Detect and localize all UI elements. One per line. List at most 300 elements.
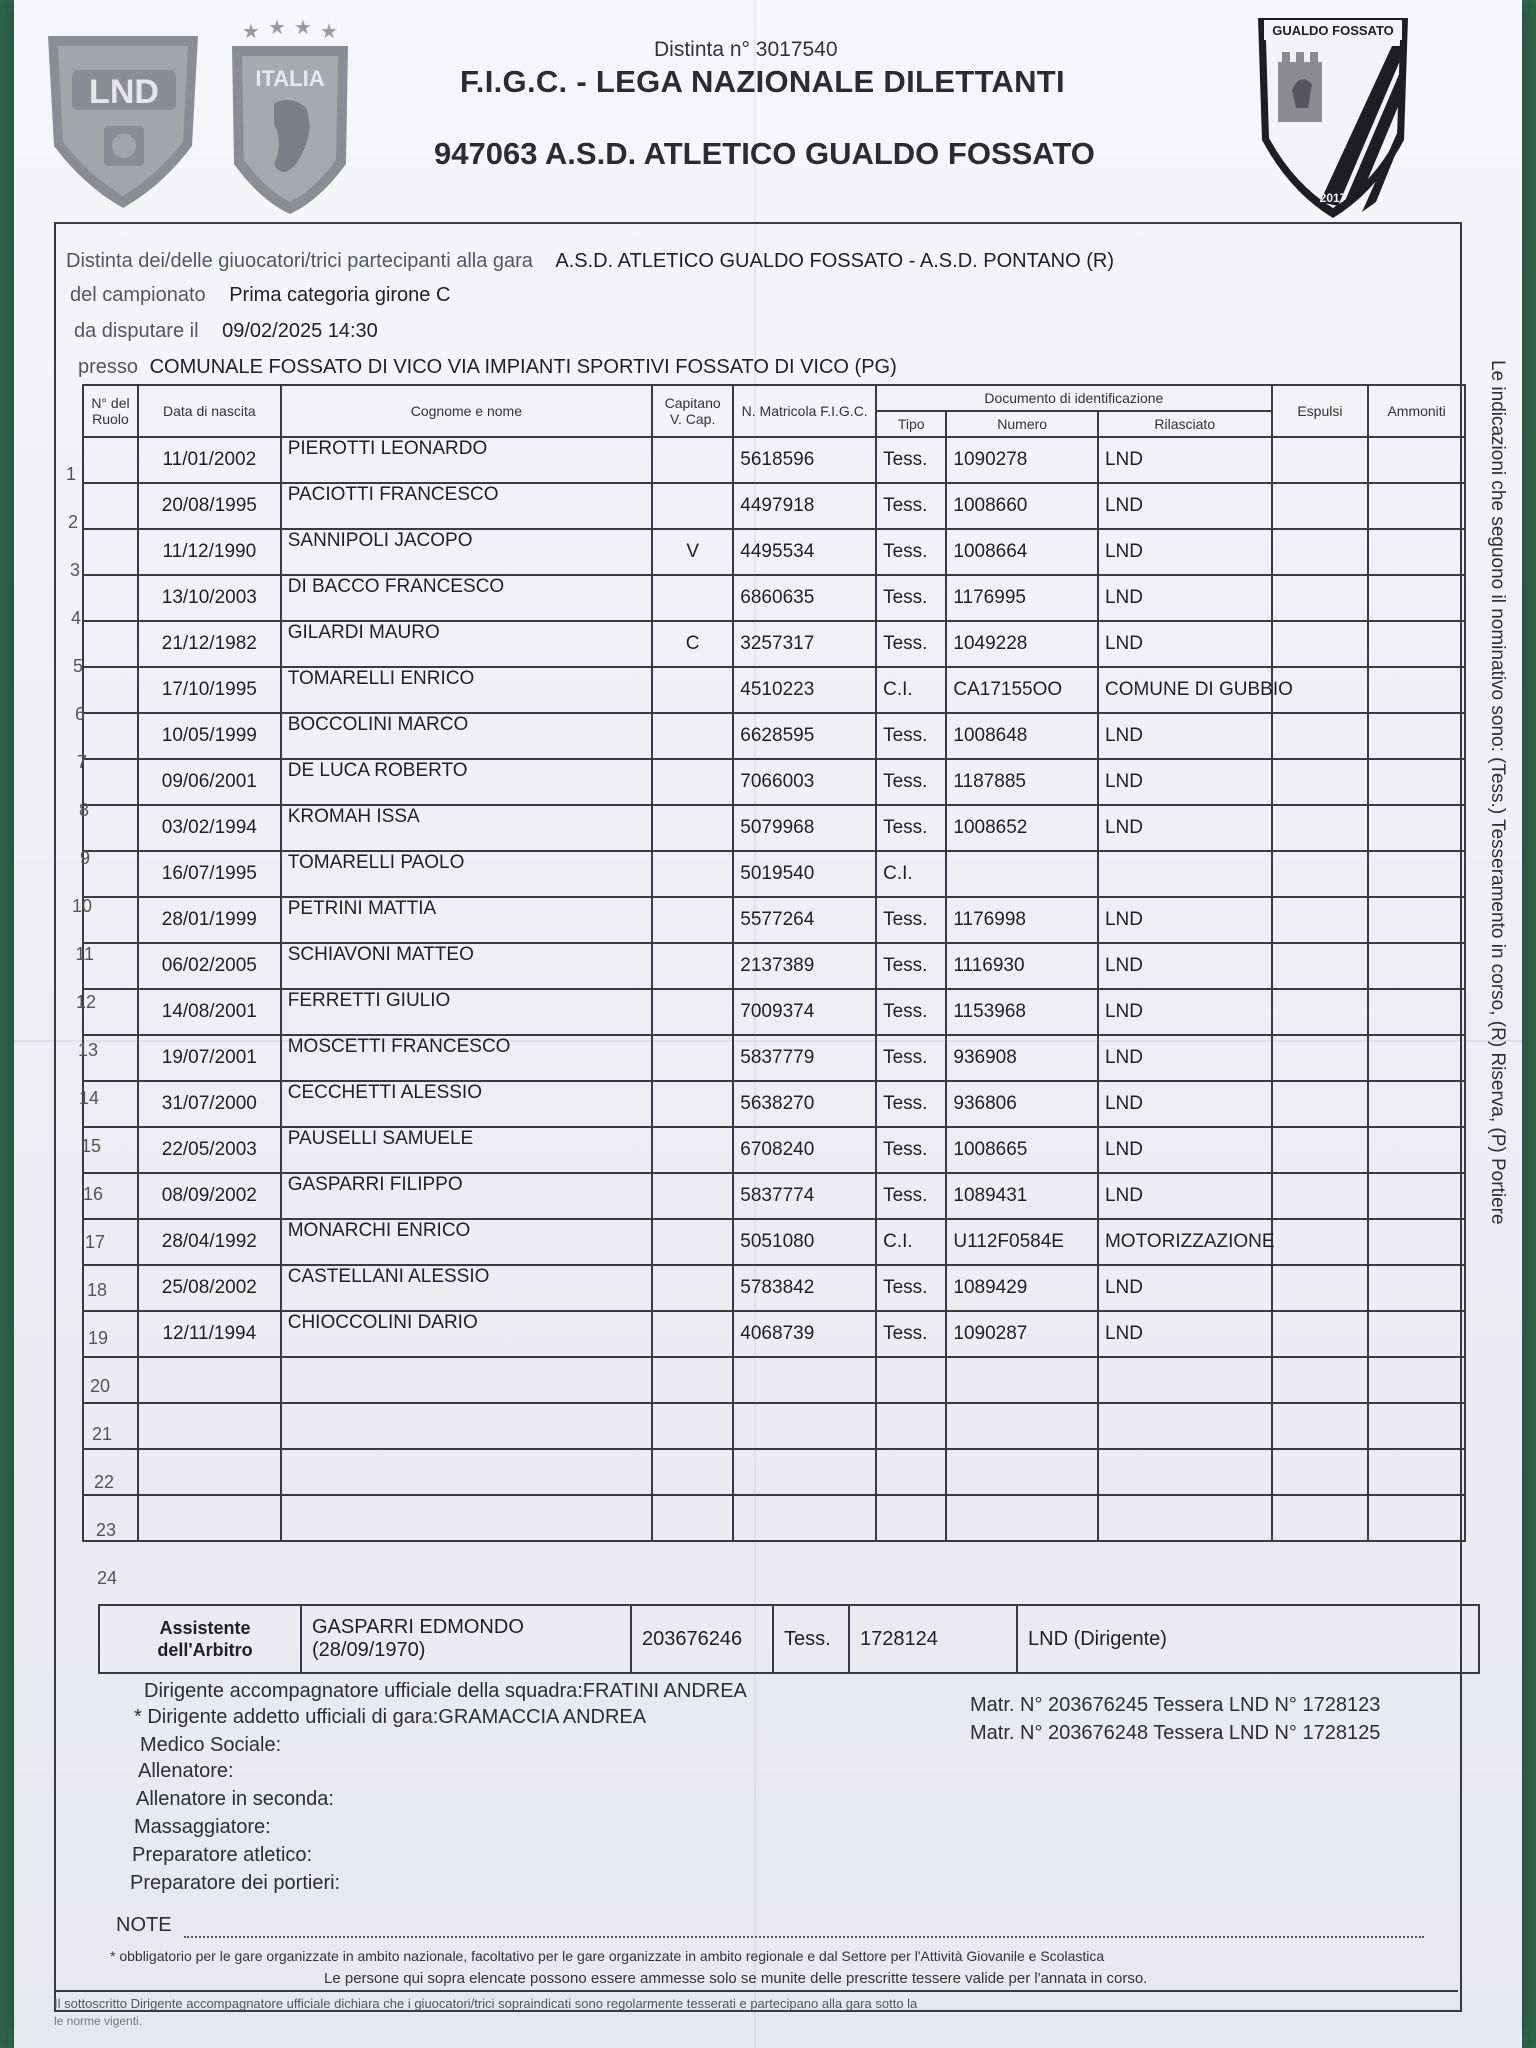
player-doc-number (946, 1403, 1098, 1449)
player-doc-issuer (1098, 1403, 1272, 1449)
table-row (83, 1357, 1465, 1403)
campionato-value: Prima categoria girone C (229, 284, 451, 306)
player-doc-type: Tess. (876, 621, 946, 667)
massaggiatore: Massaggiatore: (134, 1816, 271, 1838)
player-doc-number: 1090287 (946, 1311, 1098, 1357)
player-doc-issuer: LND (1098, 1173, 1272, 1219)
header-espulsi: Espulsi (1272, 385, 1369, 437)
player-captain (652, 1127, 733, 1173)
player-booked (1368, 529, 1465, 575)
player-doc-issuer: LND (1098, 897, 1272, 943)
player-booked (1368, 1449, 1465, 1495)
player-doc-issuer (1098, 851, 1272, 897)
player-doc-number: 1008648 (946, 713, 1098, 759)
table-row (83, 1265, 1465, 1311)
player-expelled (1272, 1495, 1369, 1541)
assistant-name: GASPARRI EDMONDO (28/09/1970) (300, 1606, 630, 1672)
table-row (83, 529, 1465, 575)
player-matricola: 3257317 (733, 621, 876, 667)
player-name: BOCCOLINI MARCO (281, 713, 652, 759)
player-birthdate: 11/01/2002 (138, 437, 281, 483)
note-label-text: NOTE (116, 1914, 172, 1936)
svg-text:★: ★ (242, 19, 260, 43)
player-doc-type: Tess. (876, 529, 946, 575)
date-line (74, 320, 378, 343)
header-matricola: N. Matricola F.I.G.C. (733, 385, 876, 437)
player-doc-number: 1153968 (946, 989, 1098, 1035)
player-name: CHIOCCOLINI DARIO (281, 1311, 652, 1357)
player-birthdate (138, 1495, 281, 1541)
player-name (281, 1495, 652, 1541)
header-tipo: Tipo (876, 411, 946, 437)
players-body (83, 437, 1465, 1541)
player-captain (652, 667, 733, 713)
player-doc-number: 1008664 (946, 529, 1098, 575)
table-row (83, 575, 1465, 621)
player-doc-number: 936908 (946, 1035, 1098, 1081)
player-doc-type: Tess. (876, 1127, 946, 1173)
lnd-logo-text: LND (89, 73, 159, 111)
header-nome: Cognome e nome (281, 385, 652, 437)
player-matricola: 6708240 (733, 1127, 876, 1173)
player-birthdate (138, 1357, 281, 1403)
player-booked (1368, 1219, 1465, 1265)
table-row (83, 897, 1465, 943)
table-row (83, 437, 1465, 483)
player-doc-number (946, 1495, 1098, 1541)
player-name: MONARCHI ENRICO (281, 1219, 652, 1265)
player-role (83, 529, 138, 575)
player-matricola: 5019540 (733, 851, 876, 897)
player-doc-number: 1008665 (946, 1127, 1098, 1173)
assistant-row (98, 1604, 1480, 1674)
player-captain (652, 943, 733, 989)
club-logo-year: 2017 (1319, 191, 1347, 205)
player-doc-issuer: LND (1098, 621, 1272, 667)
table-row (83, 1449, 1465, 1495)
player-birthdate: 25/08/2002 (138, 1265, 281, 1311)
player-doc-issuer (1098, 1357, 1272, 1403)
player-captain (652, 1219, 733, 1265)
table-row (83, 483, 1465, 529)
player-captain (652, 851, 733, 897)
player-captain (652, 1311, 733, 1357)
table-row (83, 759, 1465, 805)
player-role (83, 805, 138, 851)
player-captain (652, 1265, 733, 1311)
player-doc-issuer: LND (1098, 437, 1272, 483)
table-row (83, 667, 1465, 713)
player-birthdate: 19/07/2001 (138, 1035, 281, 1081)
campionato-line (70, 284, 450, 307)
player-doc-number (946, 1449, 1098, 1495)
date-value: 09/02/2025 14:30 (222, 320, 378, 342)
player-birthdate: 20/08/1995 (138, 483, 281, 529)
row-number: 5 (72, 656, 83, 676)
player-doc-number: 1008652 (946, 805, 1098, 851)
venue-label: presso (78, 356, 139, 378)
row-number: 24 (96, 1568, 117, 1588)
declaration-text-2: le norme vigenti. (54, 2014, 143, 2028)
italia-logo (224, 14, 356, 218)
player-birthdate: 06/02/2005 (138, 943, 281, 989)
player-name: PETRINI MATTIA (281, 897, 652, 943)
player-expelled (1272, 713, 1369, 759)
player-doc-type: Tess. (876, 483, 946, 529)
player-doc-issuer: LND (1098, 1265, 1272, 1311)
row-number: 7 (76, 752, 87, 772)
player-expelled (1272, 1127, 1369, 1173)
player-expelled (1272, 575, 1369, 621)
player-matricola: 5638270 (733, 1081, 876, 1127)
row-number: 1 (65, 464, 76, 484)
venue-value: COMUNALE FOSSATO DI VICO VIA IMPIANTI SPORTIVI FOSSATO DI VICO (PG) (149, 356, 897, 378)
player-matricola: 4510223 (733, 667, 876, 713)
player-captain (652, 989, 733, 1035)
player-doc-number: 1176995 (946, 575, 1098, 621)
player-birthdate: 28/04/1992 (138, 1219, 281, 1265)
assistant-doc-type: Tess. (772, 1606, 848, 1672)
player-name: CECCHETTI ALESSIO (281, 1081, 652, 1127)
table-row (83, 943, 1465, 989)
player-booked (1368, 1127, 1465, 1173)
player-doc-number (946, 1357, 1098, 1403)
player-captain (652, 713, 733, 759)
players-table (82, 384, 1466, 1542)
table-row (83, 1035, 1465, 1081)
player-name: SANNIPOLI JACOPO (281, 529, 652, 575)
player-expelled (1272, 1219, 1369, 1265)
document-sheet (14, 0, 1522, 2048)
row-number: 6 (74, 704, 85, 724)
player-matricola (733, 1357, 876, 1403)
club-logo (1252, 12, 1414, 222)
player-matricola: 5837779 (733, 1035, 876, 1081)
player-doc-type: Tess. (876, 575, 946, 621)
player-expelled (1272, 943, 1369, 989)
player-birthdate (138, 1449, 281, 1495)
player-captain (652, 575, 733, 621)
player-booked (1368, 805, 1465, 851)
player-doc-type: Tess. (876, 1035, 946, 1081)
player-booked (1368, 621, 1465, 667)
player-doc-number: 1176998 (946, 897, 1098, 943)
player-booked (1368, 713, 1465, 759)
table-row (83, 1173, 1465, 1219)
player-role (83, 621, 138, 667)
player-captain: C (652, 621, 733, 667)
player-matricola: 5783842 (733, 1265, 876, 1311)
row-number: 23 (95, 1520, 116, 1540)
table-row (83, 1311, 1465, 1357)
row-number: 4 (70, 608, 81, 628)
row-number: 2 (67, 512, 78, 532)
player-doc-type: C.I. (876, 851, 946, 897)
player-booked (1368, 1081, 1465, 1127)
player-birthdate: 16/07/1995 (138, 851, 281, 897)
player-booked (1368, 1495, 1465, 1541)
player-booked (1368, 989, 1465, 1035)
player-booked (1368, 851, 1465, 897)
player-booked (1368, 897, 1465, 943)
player-birthdate: 28/01/1999 (138, 897, 281, 943)
player-role (83, 759, 138, 805)
player-doc-issuer: LND (1098, 713, 1272, 759)
player-doc-type: C.I. (876, 1219, 946, 1265)
row-number: 16 (82, 1184, 103, 1204)
player-captain (652, 1403, 733, 1449)
player-doc-type: Tess. (876, 989, 946, 1035)
player-captain (652, 1081, 733, 1127)
player-name: PIEROTTI LEONARDO (281, 437, 652, 483)
match-value: A.S.D. ATLETICO GUALDO FOSSATO - A.S.D. PONTANO (R) (555, 250, 1114, 272)
player-role (83, 851, 138, 897)
assistant-doc-number: 1728124 (848, 1606, 1016, 1672)
player-booked (1368, 1173, 1465, 1219)
player-captain (652, 1357, 733, 1403)
player-expelled (1272, 897, 1369, 943)
player-doc-number: 1089431 (946, 1173, 1098, 1219)
venue-line (78, 356, 897, 379)
player-captain (652, 805, 733, 851)
player-booked (1368, 1403, 1465, 1449)
header-data-nascita: Data di nascita (138, 385, 281, 437)
player-booked (1368, 1035, 1465, 1081)
player-doc-issuer: COMUNE DI GUBBIO (1098, 667, 1272, 713)
player-expelled (1272, 1265, 1369, 1311)
player-name: FERRETTI GIULIO (281, 989, 652, 1035)
row-number: 20 (89, 1376, 110, 1396)
player-doc-issuer: LND (1098, 1127, 1272, 1173)
player-matricola: 5051080 (733, 1219, 876, 1265)
player-doc-issuer: LND (1098, 989, 1272, 1035)
player-captain (652, 1449, 733, 1495)
player-matricola (733, 1449, 876, 1495)
player-doc-issuer: LND (1098, 943, 1272, 989)
player-doc-number: 1089429 (946, 1265, 1098, 1311)
row-number: 13 (77, 1040, 98, 1060)
player-matricola: 5577264 (733, 897, 876, 943)
svg-text:★: ★ (294, 15, 312, 39)
player-doc-number: 1187885 (946, 759, 1098, 805)
player-doc-issuer (1098, 1449, 1272, 1495)
player-birthdate: 21/12/1982 (138, 621, 281, 667)
player-expelled (1272, 1403, 1369, 1449)
note-label (116, 1914, 172, 1937)
row-number: 15 (80, 1136, 101, 1156)
header-capitano: Capitano V. Cap. (652, 385, 733, 437)
row-number: 9 (79, 848, 90, 868)
player-doc-type: Tess. (876, 1081, 946, 1127)
player-name (281, 1449, 652, 1495)
table-row (83, 713, 1465, 759)
table-row (83, 1403, 1465, 1449)
player-birthdate: 13/10/2003 (138, 575, 281, 621)
player-expelled (1272, 1449, 1369, 1495)
lnd-logo (42, 26, 204, 212)
assistant-label: Assistente dell'Arbitro (157, 1618, 253, 1660)
table-row (83, 1127, 1465, 1173)
preparatore-portieri: Preparatore dei portieri: (130, 1872, 341, 1894)
header-rilasciato: Rilasciato (1098, 411, 1272, 437)
date-label: da disputare il (74, 320, 199, 342)
footer-rule (54, 1990, 1458, 1992)
row-number: 8 (78, 800, 89, 820)
player-doc-issuer (1098, 1495, 1272, 1541)
dirigente-addetto: * Dirigente addetto ufficiali di gara:GRAMACCIA ANDREA (134, 1706, 647, 1728)
player-captain (652, 897, 733, 943)
player-booked (1368, 943, 1465, 989)
player-booked (1368, 1311, 1465, 1357)
preparatore-atletico: Preparatore atletico: (132, 1844, 313, 1866)
player-booked (1368, 667, 1465, 713)
player-birthdate: 10/05/1999 (138, 713, 281, 759)
row-number: 14 (78, 1088, 99, 1108)
table-row (83, 1219, 1465, 1265)
row-number: 19 (87, 1328, 108, 1348)
player-doc-issuer: LND (1098, 805, 1272, 851)
player-name: SCHIAVONI MATTEO (281, 943, 652, 989)
player-matricola: 5079968 (733, 805, 876, 851)
player-doc-issuer: MOTORIZZAZIONE (1098, 1219, 1272, 1265)
player-doc-type (876, 1403, 946, 1449)
table-row (83, 851, 1465, 897)
player-matricola: 4497918 (733, 483, 876, 529)
player-captain (652, 1035, 733, 1081)
player-doc-issuer: LND (1098, 1311, 1272, 1357)
dirigente-accompagnatore: Dirigente accompagnatore ufficiale della squadra:FRATINI ANDREA (144, 1680, 747, 1702)
player-name: GILARDI MAURO (281, 621, 652, 667)
player-captain (652, 1495, 733, 1541)
player-expelled (1272, 989, 1369, 1035)
svg-text:★: ★ (268, 15, 286, 39)
row-number: 17 (84, 1232, 105, 1252)
player-doc-type: Tess. (876, 943, 946, 989)
player-matricola: 6860635 (733, 575, 876, 621)
player-doc-type: Tess. (876, 1265, 946, 1311)
italia-logo-text: ITALIA (255, 66, 325, 91)
player-birthdate: 08/09/2002 (138, 1173, 281, 1219)
player-expelled (1272, 759, 1369, 805)
player-role (83, 483, 138, 529)
player-name: DI BACCO FRANCESCO (281, 575, 652, 621)
player-matricola: 4068739 (733, 1311, 876, 1357)
player-name: PACIOTTI FRANCESCO (281, 483, 652, 529)
player-matricola (733, 1403, 876, 1449)
player-matricola: 6628595 (733, 713, 876, 759)
declaration-text: Il sottoscritto Dirigente accompagnatore ufficiale dichiara che i giuocatori/trici sopraindicati sono regolarmente tesserati e partecipano alla gara sotto la (54, 1996, 918, 2011)
row-number: 21 (91, 1424, 112, 1444)
player-booked (1368, 1357, 1465, 1403)
player-doc-type: Tess. (876, 713, 946, 759)
player-captain (652, 483, 733, 529)
player-name: DE LUCA ROBERTO (281, 759, 652, 805)
player-name: CASTELLANI ALESSIO (281, 1265, 652, 1311)
distinta-number: Distinta n° 3017540 (654, 38, 838, 61)
player-name: MOSCETTI FRANCESCO (281, 1035, 652, 1081)
player-doc-issuer: LND (1098, 1081, 1272, 1127)
player-doc-type: Tess. (876, 897, 946, 943)
header-ammoniti: Ammoniti (1368, 385, 1465, 437)
player-doc-type: Tess. (876, 805, 946, 851)
player-matricola: 5837774 (733, 1173, 876, 1219)
player-expelled (1272, 483, 1369, 529)
player-doc-issuer: LND (1098, 1035, 1272, 1081)
player-role (83, 667, 138, 713)
player-matricola: 7066003 (733, 759, 876, 805)
player-expelled (1272, 1081, 1369, 1127)
federation-title: F.I.G.C. - LEGA NAZIONALE DILETTANTI (460, 64, 1065, 99)
player-role (83, 575, 138, 621)
player-doc-number: 1090278 (946, 437, 1098, 483)
player-captain: V (652, 529, 733, 575)
matricola-line-1: Matr. N° 203676245 Tessera LND N° 1728123 (970, 1694, 1381, 1716)
matricola-line-2: Matr. N° 203676248 Tessera LND N° 1728125 (970, 1722, 1381, 1744)
player-doc-issuer: LND (1098, 483, 1272, 529)
row-number: 12 (75, 992, 96, 1012)
player-doc-number: 1116930 (946, 943, 1098, 989)
club-logo-text: GUALDO FOSSATO (1272, 23, 1394, 38)
table-row (83, 805, 1465, 851)
player-birthdate: 17/10/1995 (138, 667, 281, 713)
row-number: 18 (86, 1280, 107, 1300)
row-number: 3 (69, 560, 80, 580)
svg-text:★: ★ (320, 19, 338, 43)
row-number: 10 (71, 896, 92, 916)
player-name: KROMAH ISSA (281, 805, 652, 851)
player-name (281, 1357, 652, 1403)
header-ruolo: N° del Ruolo (83, 385, 138, 437)
player-expelled (1272, 1357, 1369, 1403)
player-matricola: 7009374 (733, 989, 876, 1035)
player-doc-number: 1049228 (946, 621, 1098, 667)
player-birthdate: 12/11/1994 (138, 1311, 281, 1357)
player-name (281, 1403, 652, 1449)
player-captain (652, 759, 733, 805)
persons-note: Le persone qui sopra elencate possono essere ammesse solo se munite delle prescritte tessere valide per l'annata in corso. (324, 1970, 1148, 1987)
player-birthdate (138, 1403, 281, 1449)
player-expelled (1272, 1311, 1369, 1357)
player-doc-issuer: LND (1098, 529, 1272, 575)
allenatore-seconda: Allenatore in seconda: (136, 1788, 334, 1810)
player-role (83, 713, 138, 759)
player-doc-type (876, 1357, 946, 1403)
row-number: 22 (93, 1472, 114, 1492)
player-birthdate: 09/06/2001 (138, 759, 281, 805)
header-documento: Documento di identificazione (876, 385, 1271, 411)
player-role (83, 437, 138, 483)
player-matricola: 2137389 (733, 943, 876, 989)
player-expelled (1272, 437, 1369, 483)
player-booked (1368, 575, 1465, 621)
match-label: Distinta dei/delle giuocatori/trici partecipanti alla gara (66, 250, 533, 272)
player-doc-type: Tess. (876, 1311, 946, 1357)
player-birthdate: 31/07/2000 (138, 1081, 281, 1127)
table-row (83, 621, 1465, 667)
player-doc-number: 936806 (946, 1081, 1098, 1127)
player-doc-number: U112F0584E (946, 1219, 1098, 1265)
player-expelled (1272, 529, 1369, 575)
club-title: 947063 A.S.D. ATLETICO GUALDO FOSSATO (434, 136, 1095, 171)
assistant-matricola: 203676246 (630, 1606, 772, 1672)
player-name: TOMARELLI PAOLO (281, 851, 652, 897)
player-expelled (1272, 1035, 1369, 1081)
side-legend: Le indicazioni che seguono il nominativo sono: (Tess.) Tesseramento in corso, (R) Riserva, (P) Portiere (1487, 360, 1508, 1225)
player-expelled (1272, 851, 1369, 897)
player-booked (1368, 759, 1465, 805)
row-number: 11 (75, 944, 94, 964)
player-doc-number: CA17155OO (946, 667, 1098, 713)
